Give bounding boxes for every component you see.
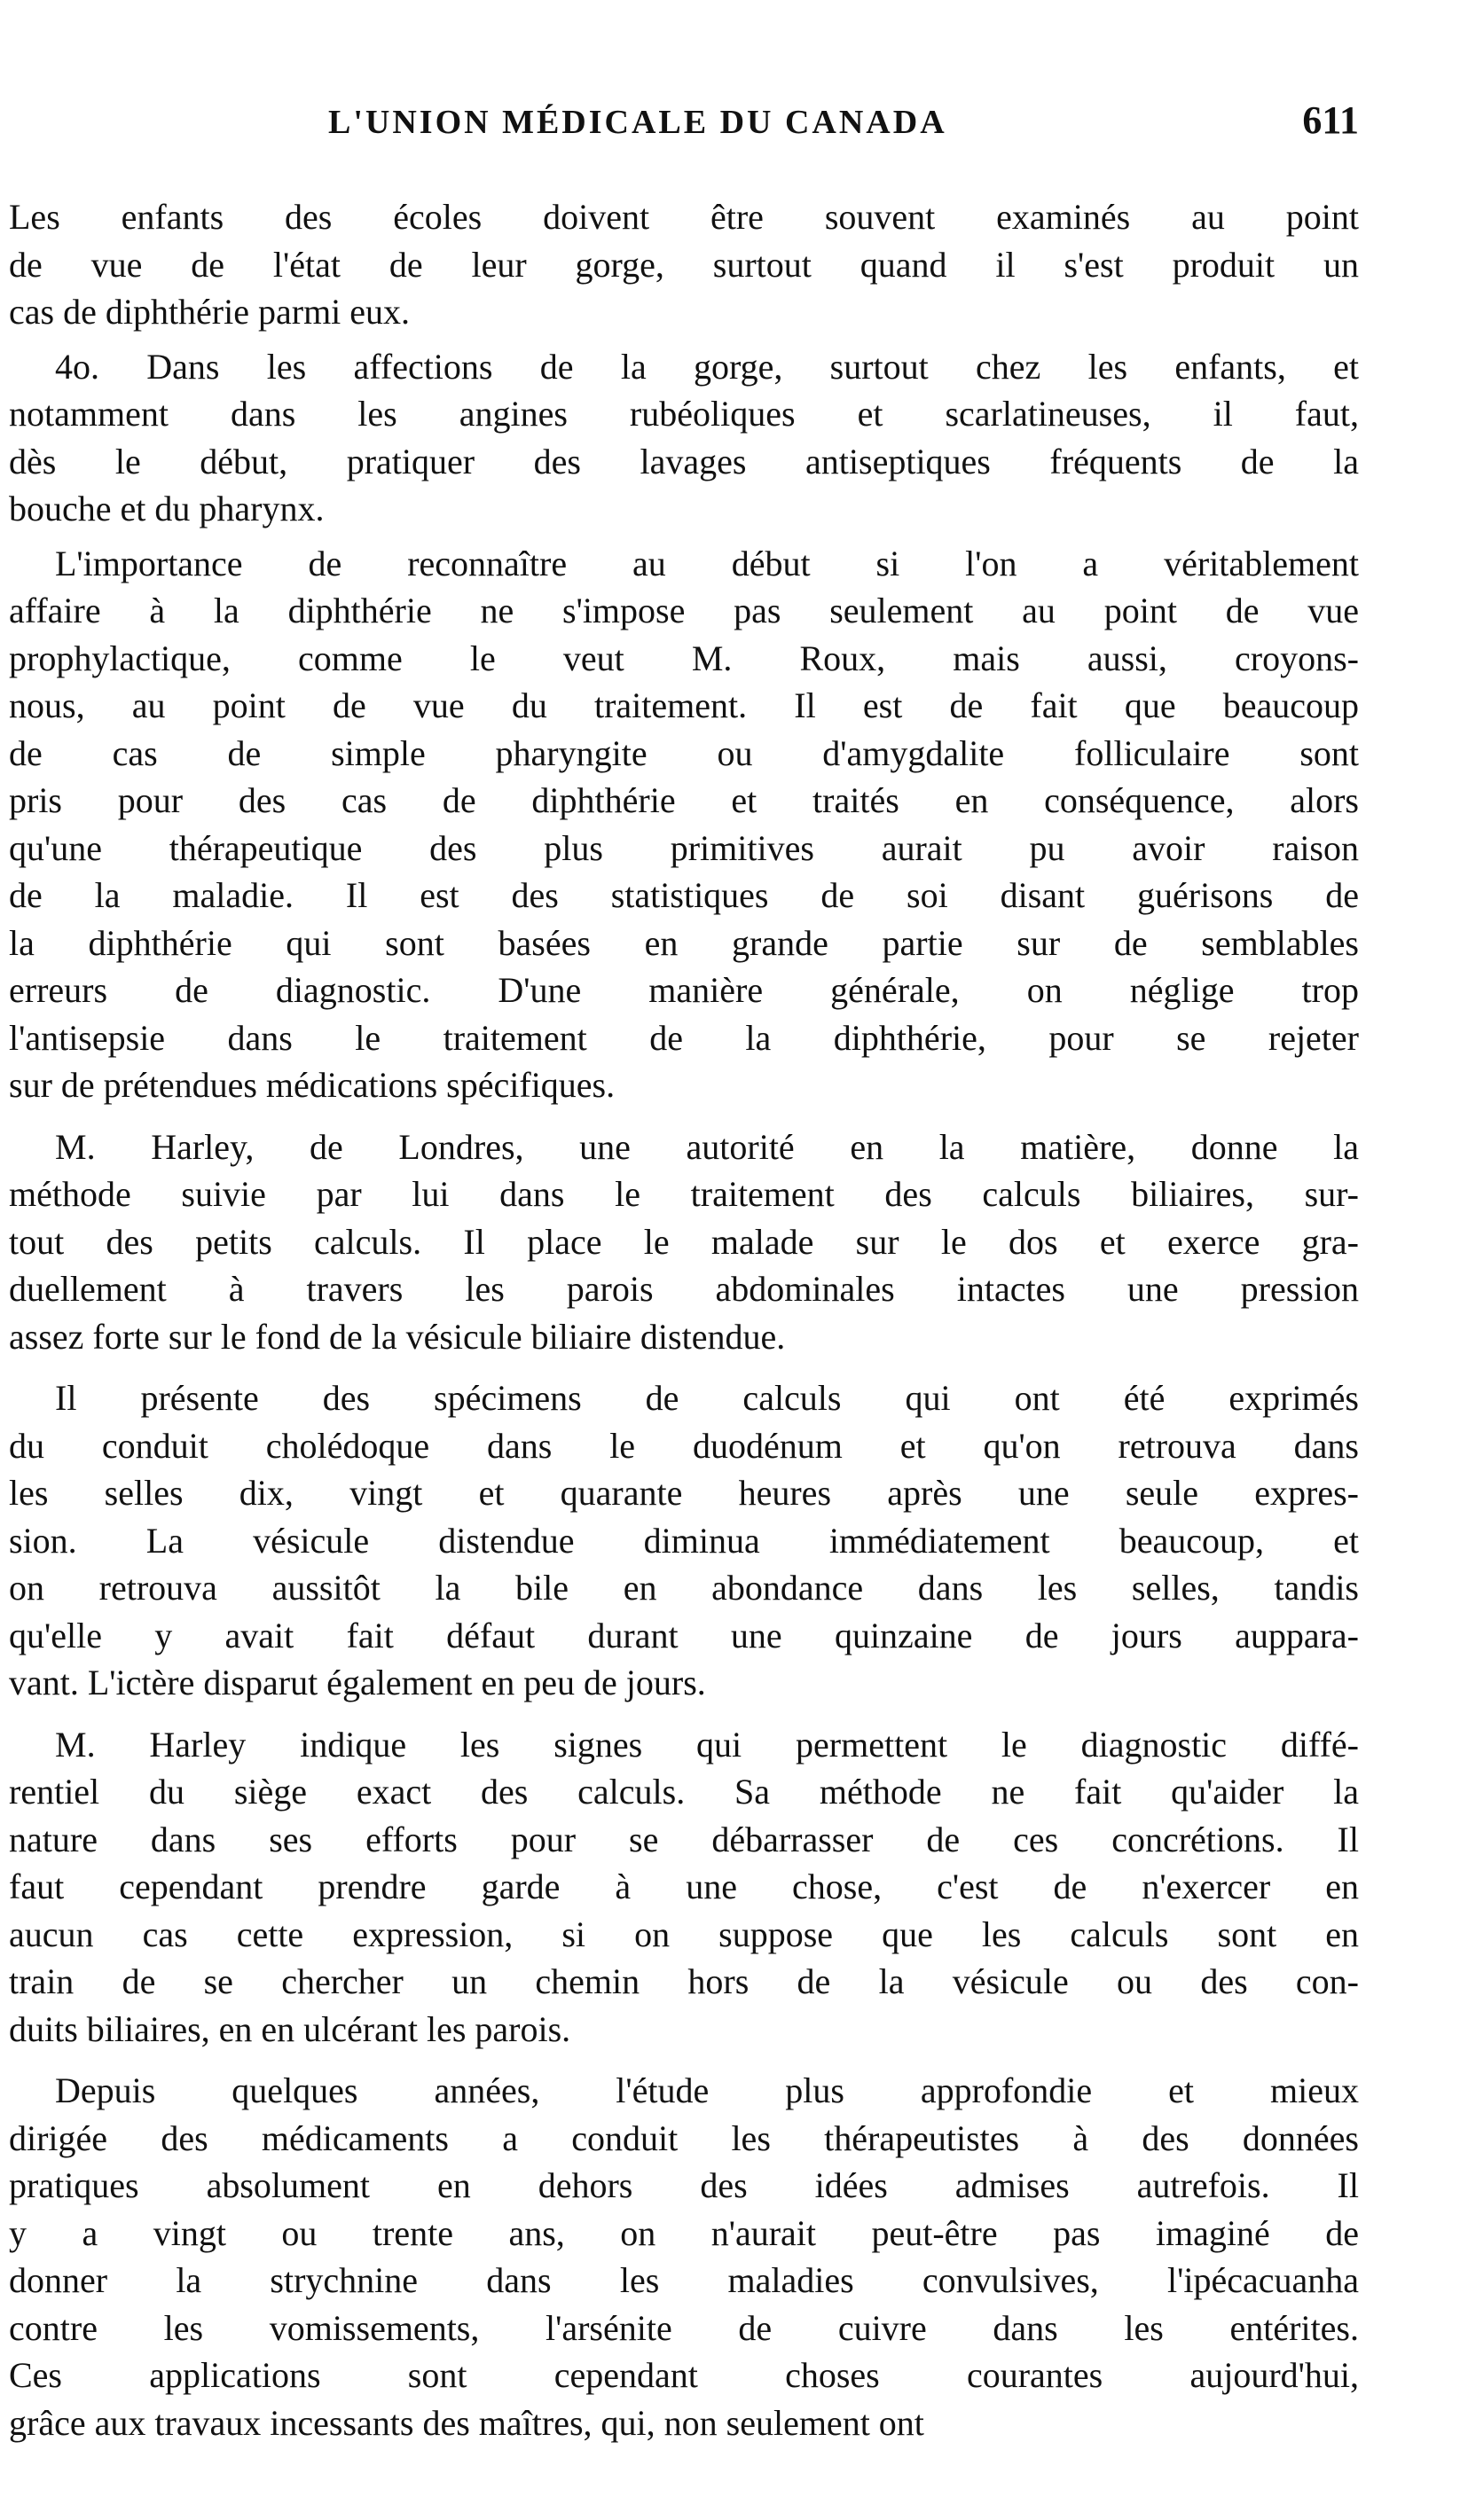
text-line: pris pour des cas de diphthérie et traités en conséquence, alors bbox=[9, 780, 1359, 820]
text-line: dirigée des médicaments a conduit les thérapeutistes à des données bbox=[9, 2117, 1359, 2158]
text-line: notamment dans les angines rubéoliques et scarlatineuses, il faut, bbox=[9, 394, 1359, 434]
journal-title: L'UNION MÉDICALE DU CANADA bbox=[328, 104, 947, 141]
body-text bbox=[9, 193, 1359, 2446]
text-line: duellement à travers les parois abdominales intactes une pression bbox=[9, 1269, 1359, 1309]
text-line: méthode suivie par lui dans le traitement des calculs biliaires, sur- bbox=[9, 1174, 1359, 1214]
page-number: 611 bbox=[1302, 98, 1359, 142]
text-line: Les enfants des écoles doivent être souvent examinés au point bbox=[9, 197, 1359, 237]
text-line: les selles dix, vingt et quarante heures après une seule expres- bbox=[9, 1473, 1359, 1513]
text-line: L'importance de reconnaître au début si l'on a véritablement bbox=[55, 543, 1359, 583]
text-line: nous, au point de vue du traitement. Il est de fait que beaucoup bbox=[9, 685, 1359, 725]
text-line: Il présente des spécimens de calculs qui ont été exprimés bbox=[55, 1378, 1359, 1418]
paragraph bbox=[9, 2067, 1359, 2446]
text-line: vant. L'ictère disparut également en peu de jours. bbox=[9, 1663, 706, 1702]
text-line: nature dans ses efforts pour se débarrasser de ces concrétions. Il bbox=[9, 1819, 1359, 1859]
paragraph bbox=[9, 1721, 1359, 2054]
text-line: de cas de simple pharyngite ou d'amygdalite folliculaire sont bbox=[9, 732, 1359, 773]
text-line: la diphthérie qui sont basées en grande partie sur de semblables bbox=[9, 922, 1359, 963]
text-line: sur de prétendues médications spécifiques. bbox=[9, 1065, 616, 1105]
text-line: 4o. Dans les affections de la gorge, surtout chez les enfants, et bbox=[55, 346, 1359, 387]
paragraph bbox=[9, 1374, 1359, 1707]
document-page bbox=[9, 89, 1359, 2453]
text-line: Ces applications sont cependant choses courantes aujourd'hui, bbox=[9, 2355, 1359, 2395]
paragraph bbox=[9, 343, 1359, 533]
text-line: rentiel du siège exact des calculs. Sa méthode ne fait qu'aider la bbox=[9, 1772, 1359, 1812]
text-line: M. Harley, de Londres, une autorité en la matière, donne la bbox=[55, 1126, 1359, 1167]
paragraph bbox=[9, 540, 1359, 1109]
text-line: dès le début, pratiquer des lavages antiseptiques fréquents de la bbox=[9, 441, 1359, 481]
paragraph bbox=[9, 1123, 1359, 1361]
text-line: tout des petits calculs. Il place le malade sur le dos et exerce gra- bbox=[9, 1221, 1359, 1262]
text-line: l'antisepsie dans le traitement de la diphthérie, pour se rejeter bbox=[9, 1017, 1359, 1058]
text-line: de la maladie. Il est des statistiques de soi disant guérisons de bbox=[9, 875, 1359, 915]
text-line: on retrouva aussitôt la bile en abondance dans les selles, tandis bbox=[9, 1568, 1359, 1608]
text-line: erreurs de diagnostic. D'une manière générale, on néglige trop bbox=[9, 970, 1359, 1010]
text-line: y a vingt ou trente ans, on n'aurait peut-être pas imaginé de bbox=[9, 2212, 1359, 2253]
text-line: assez forte sur le fond de la vésicule biliaire distendue. bbox=[9, 1316, 786, 1357]
text-line: cas de diphthérie parmi eux. bbox=[9, 292, 411, 332]
running-header bbox=[9, 89, 1359, 160]
text-line: qu'elle y avait fait défaut durant une quinzaine de jours auppara- bbox=[9, 1615, 1359, 1655]
text-line: Depuis quelques années, l'étude plus approfondie et mieux bbox=[55, 2070, 1359, 2110]
text-line: prophylactique, comme le veut M. Roux, mais aussi, croyons- bbox=[9, 638, 1359, 678]
text-line: train de se chercher un chemin hors de la vésicule ou des con- bbox=[9, 1961, 1359, 2001]
text-line: pratiques absolument en dehors des idées admises autrefois. Il bbox=[9, 2165, 1359, 2205]
text-line: contre les vomissements, l'arsénite de cuivre dans les entérites. bbox=[9, 2307, 1359, 2348]
paragraph bbox=[9, 193, 1359, 336]
text-line: faut cependant prendre garde à une chose, c'est de n'exercer en bbox=[9, 1867, 1359, 1906]
text-line: affaire à la diphthérie ne s'impose pas seulement au point de vue bbox=[9, 591, 1359, 630]
text-line: bouche et du pharynx. bbox=[9, 489, 325, 528]
text-line: qu'une thérapeutique des plus primitives aurait pu avoir raison bbox=[9, 827, 1359, 868]
text-line: grâce aux travaux incessants des maîtres, qui, non seulement ont bbox=[9, 2402, 924, 2443]
text-line: duits biliaires, en en ulcérant les parois. bbox=[9, 2008, 571, 2049]
text-line: de vue de l'état de leur gorge, surtout quand il s'est produit un bbox=[9, 244, 1359, 285]
text-line: donner la strychnine dans les maladies convulsives, l'ipécacuanha bbox=[9, 2260, 1359, 2300]
text-line: du conduit cholédoque dans le duodénum et qu'on retrouva dans bbox=[9, 1425, 1359, 1466]
text-line: aucun cas cette expression, si on suppose que les calculs sont en bbox=[9, 1913, 1359, 1954]
text-line: M. Harley indique les signes qui permettent le diagnostic diffé- bbox=[55, 1724, 1359, 1765]
text-line: sion. La vésicule distendue diminua immédiatement beaucoup, et bbox=[9, 1520, 1359, 1561]
